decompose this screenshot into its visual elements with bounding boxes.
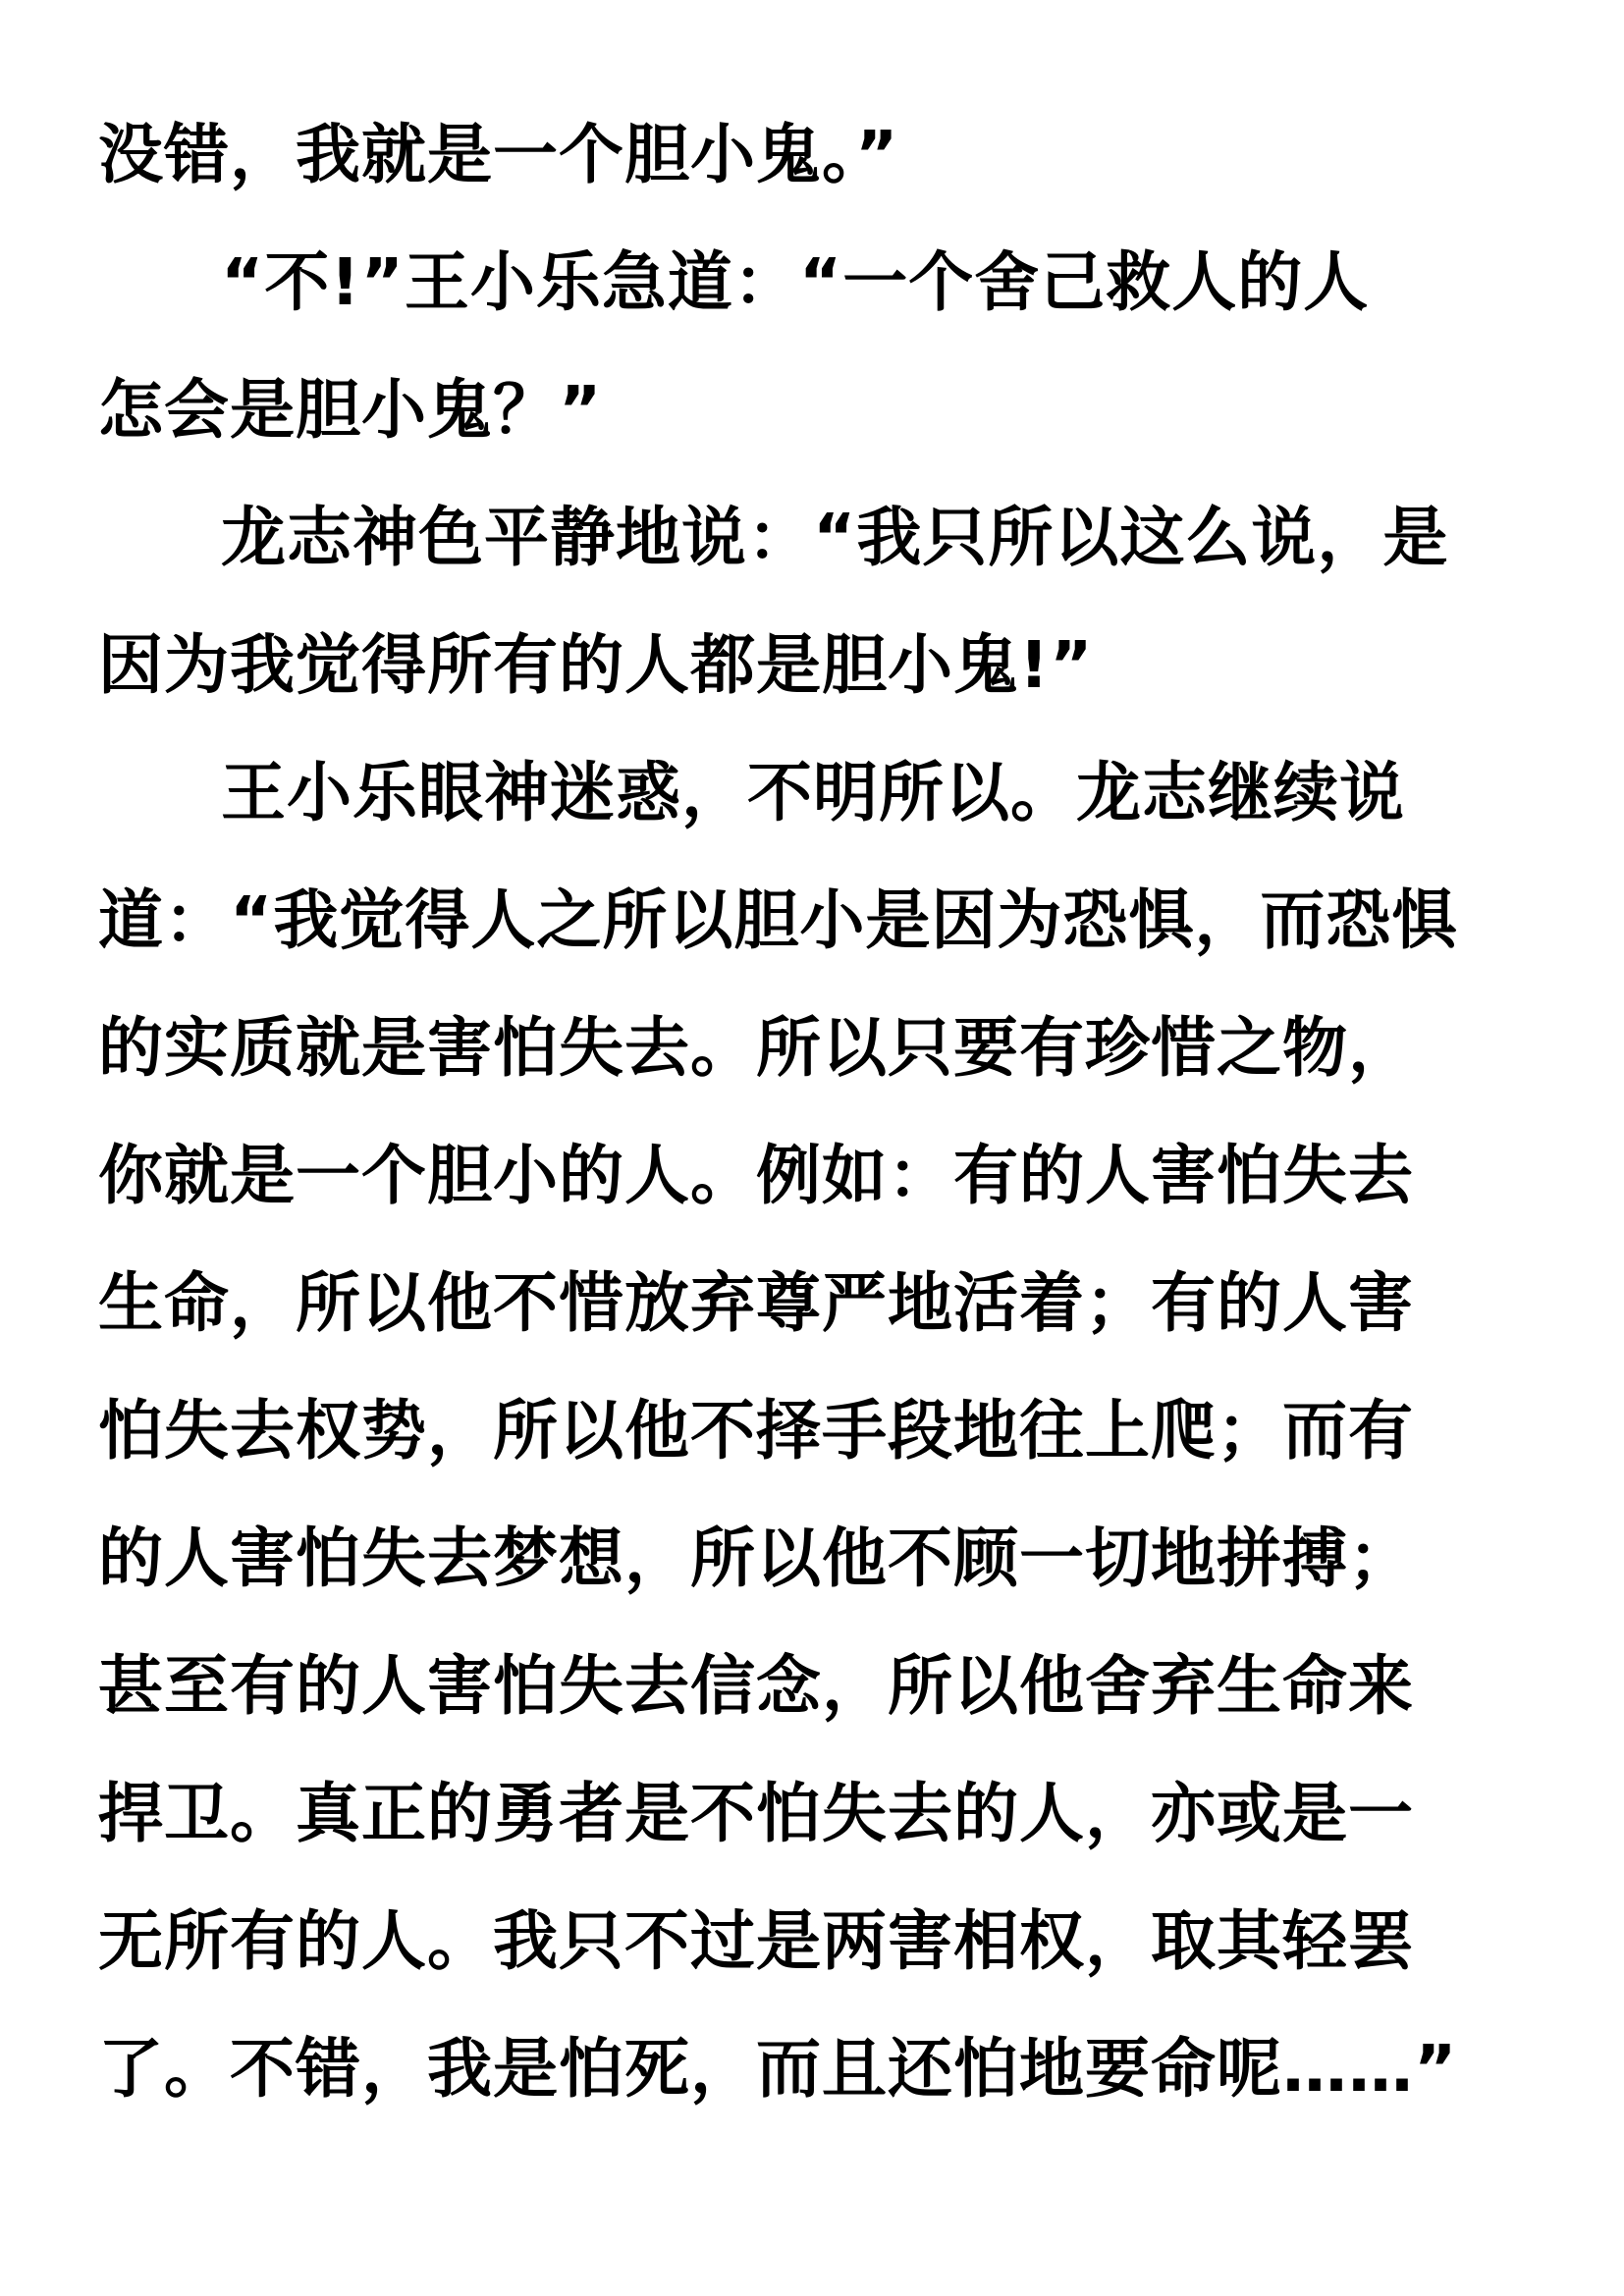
text-line: 甚至有的人害怕失去信念，所以他舍弃生命来	[98, 1648, 1414, 1724]
text-line: 无所有的人。我只不过是两害相权，取其轻罢	[98, 1903, 1414, 1979]
text-line: 怕失去权势，所以他不择手段地往上爬；而有	[98, 1393, 1414, 1468]
text-line: 的人害怕失去梦想，所以他不顾一切地拼搏；	[98, 1521, 1414, 1596]
text-line: 你就是一个胆小的人。例如：有的人害怕失去	[98, 1138, 1414, 1213]
text-line: 生命，所以他不惜放弃尊严地活着；有的人害	[98, 1265, 1414, 1341]
text-line: 怎会是胆小鬼？”	[98, 372, 603, 448]
text-line: “不!”王小乐急道：“一个舍己救人的人	[221, 244, 1370, 320]
text-line: 捍卫。真正的勇者是不怕失去的人，亦或是一	[98, 1776, 1414, 1851]
text-line: 的实质就是害怕失去。所以只要有珍惜之物，	[98, 1010, 1414, 1086]
text-line: 因为我觉得所有的人都是胆小鬼!”	[98, 627, 1094, 703]
text-line: 王小乐眼神迷惑，不明所以。龙志继续说	[221, 755, 1405, 830]
text-line: 了。不错，我是怕死，而且还怕地要命呢……”	[98, 2031, 1458, 2107]
text-line: 龙志神色平静地说：“我只所以这么说，是	[221, 500, 1449, 575]
text-line: 道：“我觉得人之所以胆小是因为恐惧，而恐惧	[98, 882, 1458, 958]
text-line: 没错，我就是一个胆小鬼。”	[98, 117, 899, 192]
